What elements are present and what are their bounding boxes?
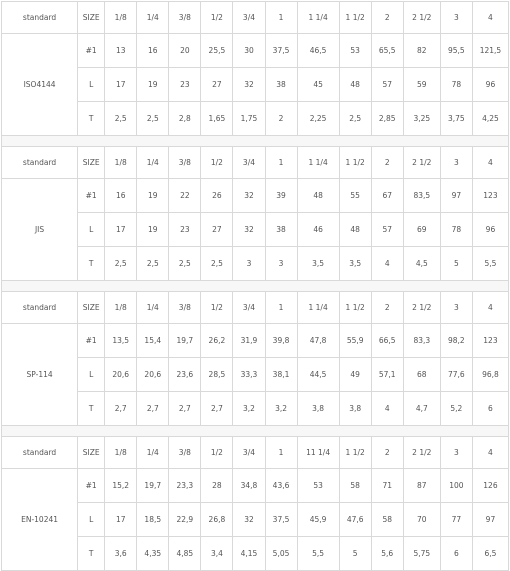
spec-table-body <box>2 2 509 571</box>
value-cell: 3,5 <box>297 247 339 281</box>
value-cell: 57 <box>371 213 403 247</box>
value-cell: 78 <box>440 213 472 247</box>
value-cell: 3,6 <box>105 537 137 571</box>
value-cell: 3,5 <box>339 247 371 281</box>
value-cell: 5,6 <box>371 537 403 571</box>
table-row <box>2 392 509 426</box>
size-column-header: 1/2 <box>201 292 233 324</box>
value-cell: 46,5 <box>297 34 339 68</box>
value-cell: 53 <box>339 34 371 68</box>
value-cell: 55 <box>339 179 371 213</box>
value-cell: 19 <box>137 179 169 213</box>
value-cell: 33,3 <box>233 358 265 392</box>
value-cell: 53 <box>297 469 339 503</box>
size-column-header: 3/8 <box>169 2 201 34</box>
size-column-header: 3/8 <box>169 437 201 469</box>
size-column-header: 3/8 <box>169 147 201 179</box>
value-cell: 39 <box>265 179 297 213</box>
size-column-header: 3/4 <box>233 292 265 324</box>
value-cell: 87 <box>403 469 440 503</box>
value-cell: 19,7 <box>137 469 169 503</box>
size-column-header: 1 1/4 <box>297 292 339 324</box>
value-cell: 37,5 <box>265 34 297 68</box>
size-column-header: 11 1/4 <box>297 437 339 469</box>
row-label-cell: T <box>78 392 105 426</box>
value-cell: 3,2 <box>233 392 265 426</box>
value-cell: 17 <box>105 503 137 537</box>
value-cell: 83,3 <box>403 324 440 358</box>
value-cell: 96 <box>472 213 508 247</box>
value-cell: 57 <box>371 68 403 102</box>
value-cell: 58 <box>371 503 403 537</box>
value-cell: 6 <box>440 537 472 571</box>
size-column-header: 1/4 <box>137 2 169 34</box>
separator-cell <box>2 426 509 437</box>
value-cell: 32 <box>233 213 265 247</box>
value-cell: 5,2 <box>440 392 472 426</box>
value-cell: 26 <box>201 179 233 213</box>
value-cell: 2,5 <box>137 102 169 136</box>
value-cell: 4,7 <box>403 392 440 426</box>
standard-name-cell: JIS <box>2 179 78 281</box>
size-column-header: 1 1/2 <box>339 437 371 469</box>
value-cell: 49 <box>339 358 371 392</box>
size-column-header: 3 <box>440 292 472 324</box>
value-cell: 2,25 <box>297 102 339 136</box>
value-cell: 27 <box>201 213 233 247</box>
value-cell: 69 <box>403 213 440 247</box>
size-column-header: 1/4 <box>137 147 169 179</box>
value-cell: 123 <box>472 179 508 213</box>
value-cell: 121,5 <box>472 34 508 68</box>
table-row <box>2 34 509 68</box>
size-column-header: 2 <box>371 292 403 324</box>
value-cell: 19 <box>137 213 169 247</box>
value-cell: 28 <box>201 469 233 503</box>
table-row <box>2 213 509 247</box>
size-column-header: 1/8 <box>105 292 137 324</box>
value-cell: 26,2 <box>201 324 233 358</box>
value-cell: 23 <box>169 213 201 247</box>
size-column-header: 2 1/2 <box>403 292 440 324</box>
size-column-header: 1/4 <box>137 437 169 469</box>
value-cell: 4 <box>371 247 403 281</box>
value-cell: 68 <box>403 358 440 392</box>
value-cell: 48 <box>339 213 371 247</box>
value-cell: 3 <box>233 247 265 281</box>
separator-cell <box>2 136 509 147</box>
value-cell: 39,8 <box>265 324 297 358</box>
value-cell: 20,6 <box>137 358 169 392</box>
value-cell: 2,7 <box>201 392 233 426</box>
value-cell: 5 <box>339 537 371 571</box>
table-row <box>2 324 509 358</box>
value-cell: 5,5 <box>472 247 508 281</box>
row-label-cell: #1 <box>78 469 105 503</box>
standard-header-cell: standard <box>2 147 78 179</box>
size-column-header: 1/2 <box>201 2 233 34</box>
size-column-header: 4 <box>472 292 508 324</box>
size-column-header: 2 <box>371 437 403 469</box>
value-cell: 5,05 <box>265 537 297 571</box>
size-column-header: 3 <box>440 2 472 34</box>
section-header-row <box>2 292 509 324</box>
size-column-header: 1/2 <box>201 437 233 469</box>
value-cell: 30 <box>233 34 265 68</box>
value-cell: 38,1 <box>265 358 297 392</box>
size-header-cell: SIZE <box>78 147 105 179</box>
size-column-header: 1/8 <box>105 2 137 34</box>
value-cell: 2,7 <box>169 392 201 426</box>
value-cell: 45 <box>297 68 339 102</box>
section-header-row <box>2 2 509 34</box>
size-column-header: 1/2 <box>201 147 233 179</box>
value-cell: 48 <box>297 179 339 213</box>
size-header-cell: SIZE <box>78 437 105 469</box>
value-cell: 32 <box>233 503 265 537</box>
size-column-header: 3/4 <box>233 437 265 469</box>
row-label-cell: T <box>78 247 105 281</box>
value-cell: 47,8 <box>297 324 339 358</box>
separator-cell <box>2 281 509 292</box>
value-cell: 77 <box>440 503 472 537</box>
value-cell: 77,6 <box>440 358 472 392</box>
value-cell: 126 <box>472 469 508 503</box>
value-cell: 71 <box>371 469 403 503</box>
value-cell: 47,6 <box>339 503 371 537</box>
value-cell: 66,5 <box>371 324 403 358</box>
value-cell: 5,75 <box>403 537 440 571</box>
value-cell: 5 <box>440 247 472 281</box>
value-cell: 13 <box>105 34 137 68</box>
value-cell: 22,9 <box>169 503 201 537</box>
value-cell: 83,5 <box>403 179 440 213</box>
value-cell: 3,8 <box>339 392 371 426</box>
value-cell: 96,8 <box>472 358 508 392</box>
size-column-header: 1/4 <box>137 292 169 324</box>
value-cell: 44,5 <box>297 358 339 392</box>
size-column-header: 3/4 <box>233 2 265 34</box>
value-cell: 2,7 <box>137 392 169 426</box>
value-cell: 3,25 <box>403 102 440 136</box>
value-cell: 57,1 <box>371 358 403 392</box>
value-cell: 4 <box>371 392 403 426</box>
value-cell: 82 <box>403 34 440 68</box>
value-cell: 34,8 <box>233 469 265 503</box>
value-cell: 48 <box>339 68 371 102</box>
table-row <box>2 68 509 102</box>
value-cell: 100 <box>440 469 472 503</box>
value-cell: 97 <box>472 503 508 537</box>
value-cell: 78 <box>440 68 472 102</box>
value-cell: 5,5 <box>297 537 339 571</box>
size-column-header: 1/8 <box>105 147 137 179</box>
size-column-header: 1 <box>265 147 297 179</box>
value-cell: 15,2 <box>105 469 137 503</box>
value-cell: 19 <box>137 68 169 102</box>
value-cell: 6 <box>472 392 508 426</box>
value-cell: 37,5 <box>265 503 297 537</box>
size-column-header: 1 <box>265 437 297 469</box>
section-separator <box>2 426 509 437</box>
section-separator <box>2 136 509 147</box>
value-cell: 32 <box>233 179 265 213</box>
value-cell: 59 <box>403 68 440 102</box>
table-row <box>2 358 509 392</box>
row-label-cell: T <box>78 102 105 136</box>
size-column-header: 1 1/4 <box>297 147 339 179</box>
standard-header-cell: standard <box>2 437 78 469</box>
value-cell: 2,5 <box>339 102 371 136</box>
value-cell: 4,15 <box>233 537 265 571</box>
value-cell: 4,35 <box>137 537 169 571</box>
size-column-header: 4 <box>472 437 508 469</box>
value-cell: 95,5 <box>440 34 472 68</box>
value-cell: 19,7 <box>169 324 201 358</box>
value-cell: 20 <box>169 34 201 68</box>
row-label-cell: L <box>78 358 105 392</box>
size-column-header: 3/4 <box>233 147 265 179</box>
size-column-header: 4 <box>472 147 508 179</box>
value-cell: 3,75 <box>440 102 472 136</box>
value-cell: 4,5 <box>403 247 440 281</box>
size-column-header: 2 1/2 <box>403 147 440 179</box>
size-header-cell: SIZE <box>78 2 105 34</box>
row-label-cell: T <box>78 537 105 571</box>
table-row <box>2 247 509 281</box>
size-column-header: 1 <box>265 292 297 324</box>
row-label-cell: #1 <box>78 324 105 358</box>
row-label-cell: L <box>78 213 105 247</box>
value-cell: 43,6 <box>265 469 297 503</box>
table-row <box>2 537 509 571</box>
table-row <box>2 179 509 213</box>
value-cell: 1,65 <box>201 102 233 136</box>
value-cell: 17 <box>105 213 137 247</box>
size-column-header: 1 1/2 <box>339 292 371 324</box>
standard-header-cell: standard <box>2 2 78 34</box>
value-cell: 123 <box>472 324 508 358</box>
size-column-header: 2 1/2 <box>403 437 440 469</box>
value-cell: 58 <box>339 469 371 503</box>
value-cell: 23,6 <box>169 358 201 392</box>
value-cell: 67 <box>371 179 403 213</box>
size-header-cell: SIZE <box>78 292 105 324</box>
value-cell: 27 <box>201 68 233 102</box>
value-cell: 16 <box>105 179 137 213</box>
spec-table <box>1 1 509 571</box>
table-row <box>2 503 509 537</box>
value-cell: 2,8 <box>169 102 201 136</box>
value-cell: 31,9 <box>233 324 265 358</box>
value-cell: 20,6 <box>105 358 137 392</box>
standard-name-cell: EN-10241 <box>2 469 78 571</box>
value-cell: 65,5 <box>371 34 403 68</box>
size-column-header: 4 <box>472 2 508 34</box>
value-cell: 13,5 <box>105 324 137 358</box>
value-cell: 2,5 <box>105 247 137 281</box>
section-header-row <box>2 147 509 179</box>
value-cell: 2,85 <box>371 102 403 136</box>
size-column-header: 3 <box>440 437 472 469</box>
value-cell: 4,25 <box>472 102 508 136</box>
value-cell: 23,3 <box>169 469 201 503</box>
size-column-header: 1 1/4 <box>297 2 339 34</box>
table-row <box>2 469 509 503</box>
standard-name-cell: SP-114 <box>2 324 78 426</box>
standard-name-cell: ISO4144 <box>2 34 78 136</box>
value-cell: 1,75 <box>233 102 265 136</box>
size-column-header: 1 <box>265 2 297 34</box>
value-cell: 23 <box>169 68 201 102</box>
value-cell: 70 <box>403 503 440 537</box>
size-column-header: 1 1/2 <box>339 147 371 179</box>
standard-header-cell: standard <box>2 292 78 324</box>
size-column-header: 2 <box>371 2 403 34</box>
size-column-header: 2 <box>371 147 403 179</box>
value-cell: 3,8 <box>297 392 339 426</box>
row-label-cell: L <box>78 503 105 537</box>
table-row <box>2 102 509 136</box>
value-cell: 38 <box>265 68 297 102</box>
size-column-header: 2 1/2 <box>403 2 440 34</box>
size-column-header: 3/8 <box>169 292 201 324</box>
value-cell: 45,9 <box>297 503 339 537</box>
value-cell: 3,2 <box>265 392 297 426</box>
section-header-row <box>2 437 509 469</box>
value-cell: 16 <box>137 34 169 68</box>
value-cell: 2,5 <box>169 247 201 281</box>
value-cell: 46 <box>297 213 339 247</box>
value-cell: 22 <box>169 179 201 213</box>
value-cell: 25,5 <box>201 34 233 68</box>
size-column-header: 1/8 <box>105 437 137 469</box>
row-label-cell: #1 <box>78 34 105 68</box>
value-cell: 4,85 <box>169 537 201 571</box>
value-cell: 6,5 <box>472 537 508 571</box>
value-cell: 2 <box>265 102 297 136</box>
value-cell: 18,5 <box>137 503 169 537</box>
value-cell: 26,8 <box>201 503 233 537</box>
value-cell: 2,7 <box>105 392 137 426</box>
value-cell: 98,2 <box>440 324 472 358</box>
size-column-header: 1 1/2 <box>339 2 371 34</box>
value-cell: 17 <box>105 68 137 102</box>
value-cell: 3,4 <box>201 537 233 571</box>
value-cell: 2,5 <box>105 102 137 136</box>
value-cell: 38 <box>265 213 297 247</box>
value-cell: 2,5 <box>201 247 233 281</box>
row-label-cell: L <box>78 68 105 102</box>
value-cell: 3 <box>265 247 297 281</box>
value-cell: 32 <box>233 68 265 102</box>
value-cell: 55,9 <box>339 324 371 358</box>
value-cell: 2,5 <box>137 247 169 281</box>
value-cell: 96 <box>472 68 508 102</box>
value-cell: 28,5 <box>201 358 233 392</box>
value-cell: 97 <box>440 179 472 213</box>
row-label-cell: #1 <box>78 179 105 213</box>
size-column-header: 3 <box>440 147 472 179</box>
value-cell: 15,4 <box>137 324 169 358</box>
section-separator <box>2 281 509 292</box>
